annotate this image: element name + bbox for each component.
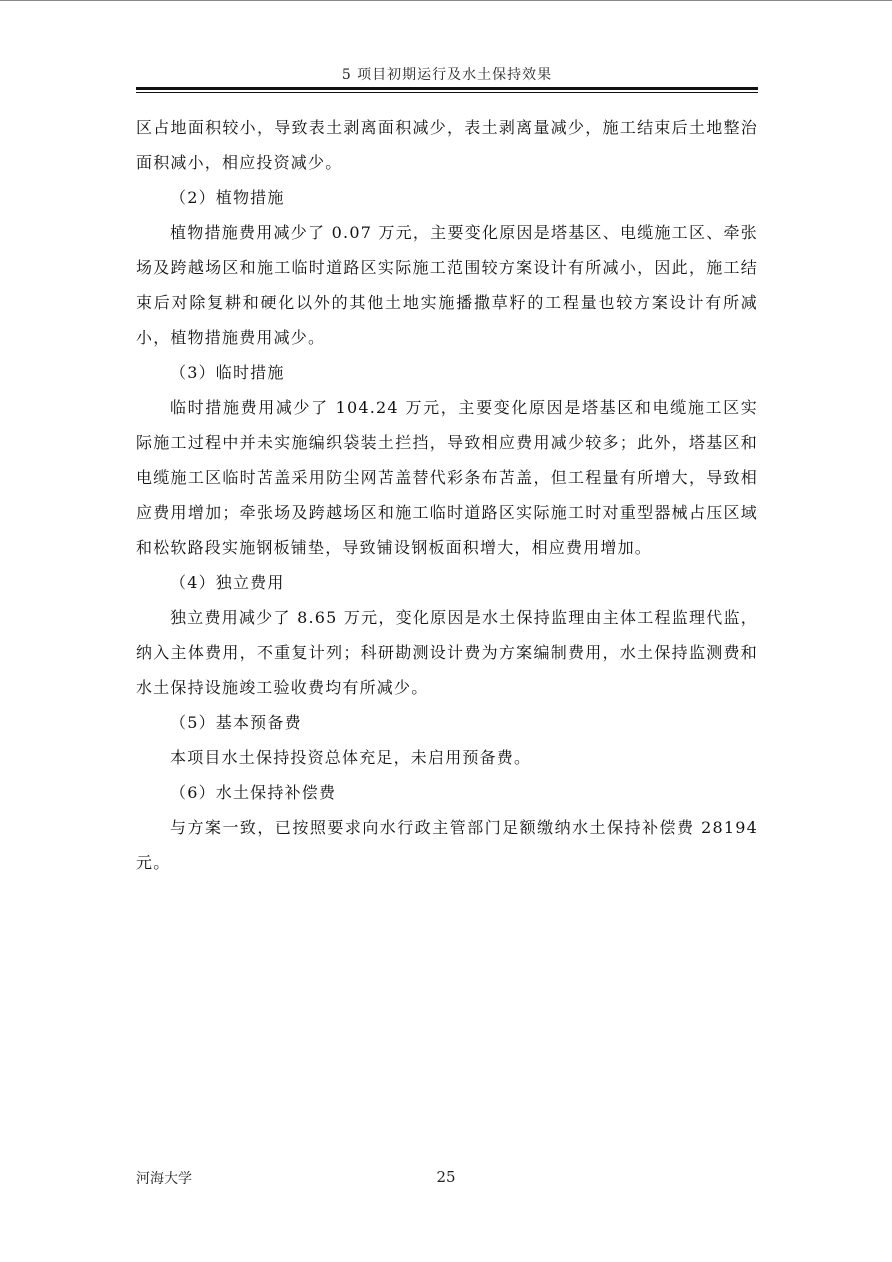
paragraph-continued: 区占地面积较小，导致表土剥离面积减少，表土剥离量减少，施工结束后土地整治面积减小，相应投资减少。 [136, 118, 758, 172]
page-top-border [0, 0, 892, 1]
footer-institution: 河海大学 [136, 1171, 192, 1187]
heading-compensation-fee: （6）水土保持补偿费 [170, 783, 337, 802]
heading-temporary-measures: （3）临时措施 [170, 363, 285, 382]
page-number: 25 [436, 1168, 456, 1186]
paragraph-plant-measures: 植物措施费用减少了 0.07 万元，主要变化原因是塔基区、电缆施工区、牵张场及跨越场区和施工临时道路区实际施工范围较方案设计有所减小，因此，施工结束后对除复耕和硬化以外的其他土地实施播撒草籽的工程量也较方案设计有所减小，植物措施费用减少。 [136, 223, 758, 347]
header-rule-thin [136, 92, 758, 93]
paragraph-independent-costs: 独立费用减少了 8.65 万元，变化原因是水土保持监理由主体工程监理代监，纳入主体费用，不重复计列；科研勘测设计费为方案编制费用，水土保持监测费和水土保持设施竣工验收费均有所减少。 [136, 608, 758, 697]
document-body [136, 110, 758, 880]
header-rule-thick [136, 87, 758, 90]
paragraph-basic-reserve: 本项目水土保持投资总体充足，未启用预备费。 [170, 748, 532, 767]
running-header: 5 项目初期运行及水土保持效果 [341, 67, 553, 83]
heading-plant-measures: （2）植物措施 [170, 188, 285, 207]
paragraph-temporary-measures: 临时措施费用减少了 104.24 万元，主要变化原因是塔基区和电缆施工区实际施工过程中并未实施编织袋装土拦挡，导致相应费用减少较多；此外，塔基区和电缆施工区临时苫盖采用防尘网苫盖替代彩条布苫盖，但工程量有所增大，导致相应费用增加；牵张场及跨越场区和施工临时道路区实际施工时对重型器械占压区域和松软路段实施钢板铺垫，导致铺设钢板面积增大，相应费用增加。 [136, 398, 758, 557]
heading-independent-costs: （4）独立费用 [170, 573, 285, 592]
heading-basic-reserve: （5）基本预备费 [170, 713, 302, 732]
paragraph-compensation-fee: 与方案一致，已按照要求向水行政主管部门足额缴纳水土保持补偿费 28194 元。 [136, 818, 758, 872]
